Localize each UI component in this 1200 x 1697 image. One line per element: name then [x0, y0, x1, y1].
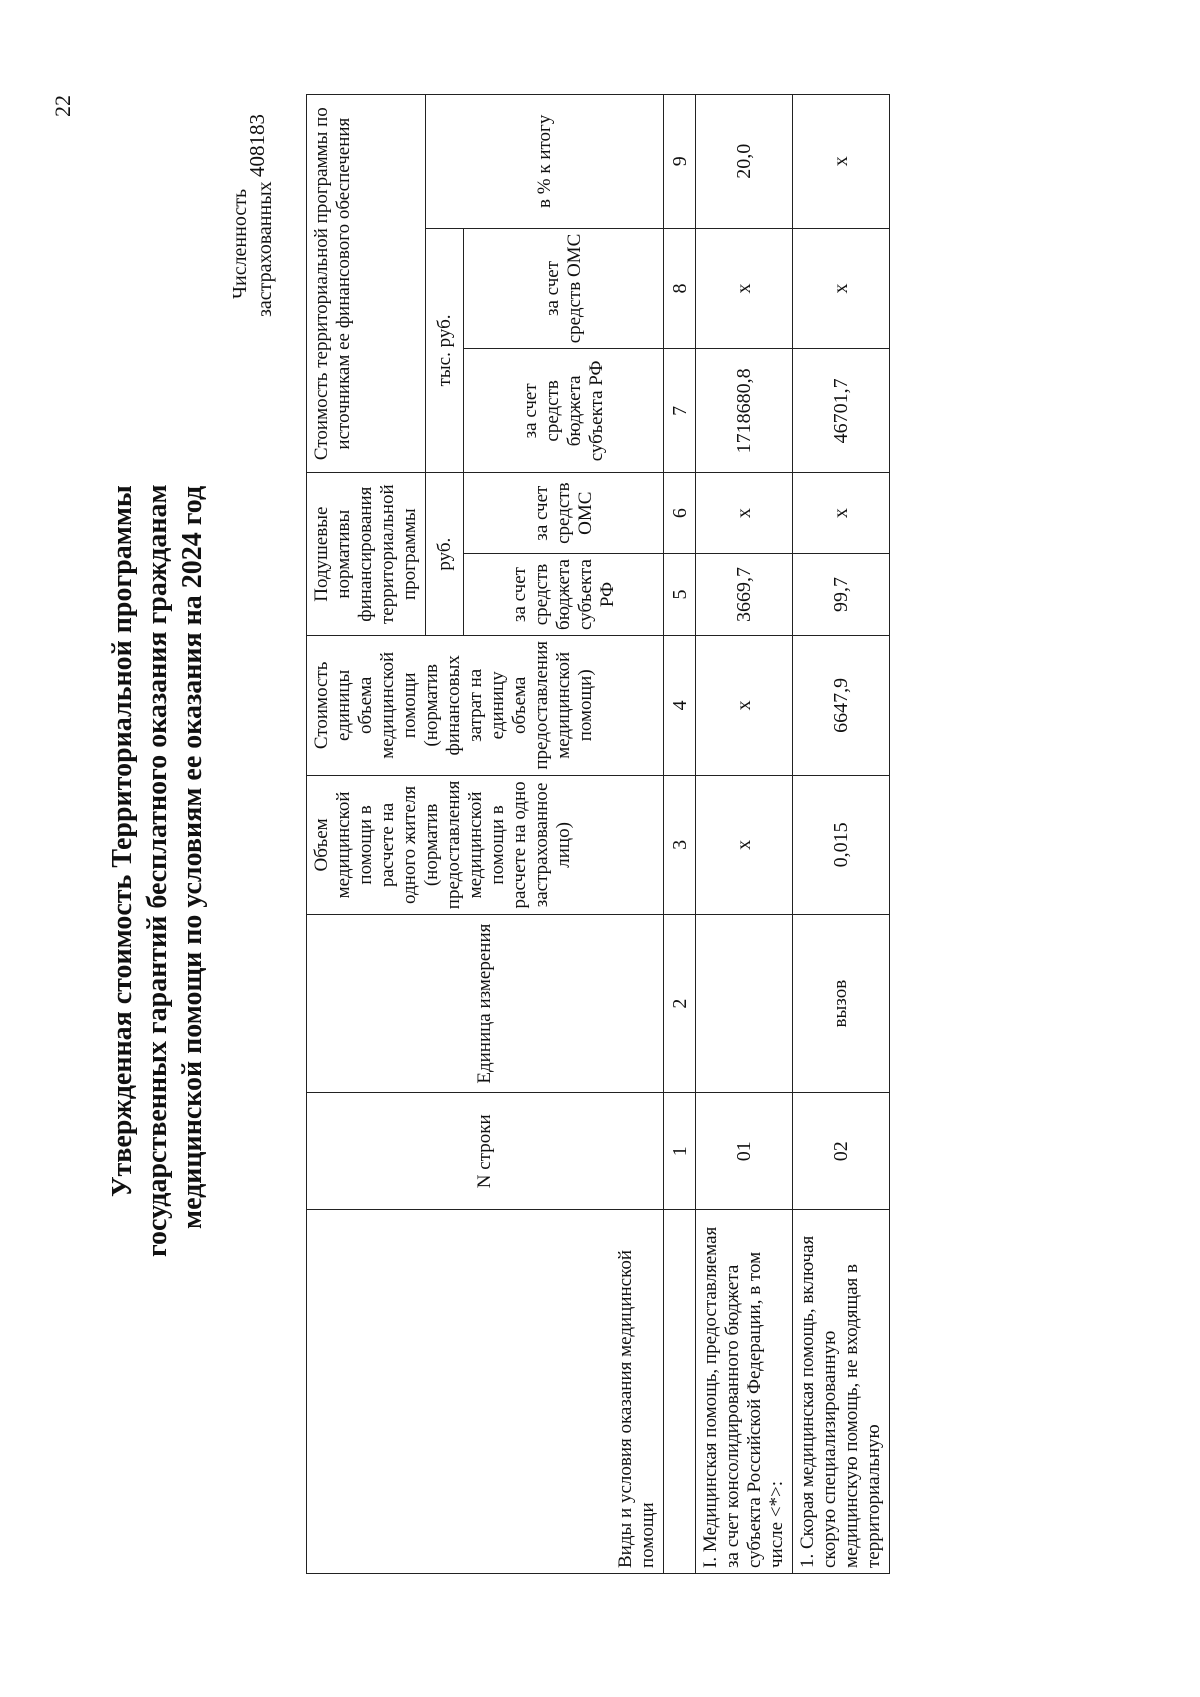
header-row-number: N строки — [307, 1093, 664, 1210]
cell-unit-cost: х — [696, 636, 793, 776]
document-title — [105, 0, 210, 1257]
cell-percent: 20,0 — [696, 95, 793, 229]
cell-cost-oms: х — [793, 228, 890, 349]
cell-volume: х — [696, 775, 793, 915]
cell-unit — [696, 915, 793, 1093]
column-number: 8 — [664, 228, 696, 349]
cell-row-number: 01 — [696, 1093, 793, 1210]
title-line-3: медицинской помощи по условиям ее оказания на 2024 год — [177, 485, 208, 1229]
insured-label-line-1: Численность — [229, 188, 251, 299]
header-unit-cost: Стоимость единицы объема медицинской помощи (норматив финансовых затрат на единицу объема предоставления медицинской помощи) — [307, 636, 664, 776]
column-number: 5 — [664, 554, 696, 636]
header-program-cost: Стоимость территориальной программы по источникам ее финансового обеспечения — [307, 95, 426, 473]
table-row — [793, 95, 890, 1574]
header-per-capita: Подушевые нормативы финансирования территориальной программы — [307, 473, 426, 636]
cell-cost-budget: 46701,7 — [793, 349, 890, 473]
column-number: 7 — [664, 349, 696, 473]
cell-unit-cost: 6647,9 — [793, 636, 890, 776]
header-percent: в % к итогу — [426, 95, 664, 229]
cell-per-capita-budget: 3669,7 — [696, 554, 793, 636]
column-number-blank — [664, 1210, 696, 1574]
cell-percent: х — [793, 95, 890, 229]
column-number: 2 — [664, 915, 696, 1093]
header-program-cost-unit: тыс. руб. — [426, 228, 464, 473]
insured-count: 408183 — [245, 114, 269, 177]
cell-per-capita-oms: х — [793, 473, 890, 554]
page-number: 22 — [50, 95, 75, 117]
header-per-capita-unit: руб. — [426, 473, 464, 636]
cell-type: 1. Скорая медицинская помощь, включая скорую специализированную медицинскую помощь, не входящая в территориальную — [793, 1210, 890, 1574]
title-line-1: Утвержденная стоимость Территориальной программы — [107, 485, 138, 1197]
table-row — [696, 95, 793, 1574]
cell-volume: 0,015 — [793, 775, 890, 915]
header-per-capita-budget: за счет средств бюджета субъекта РФ — [464, 554, 664, 636]
header-row-1 — [307, 95, 426, 1574]
insured-label — [228, 181, 278, 317]
insured-label-line-2: застрахованных — [254, 181, 276, 317]
cost-table — [306, 94, 890, 1574]
cell-row-number: 02 — [793, 1093, 890, 1210]
header-type: Виды и условия оказания медицинской помощи — [307, 1210, 664, 1574]
title-line-2: государственных гарантий бесплатного оказания гражданам — [142, 484, 173, 1257]
header-cost-budget: за счет средств бюджета субъекта РФ — [464, 349, 664, 473]
cell-per-capita-oms: х — [696, 473, 793, 554]
column-number: 1 — [664, 1093, 696, 1210]
header-per-capita-oms: за счет средств ОМС — [464, 473, 664, 554]
column-number: 3 — [664, 775, 696, 915]
cell-per-capita-budget: 99,7 — [793, 554, 890, 636]
header-cost-oms: за счет средств ОМС — [464, 228, 664, 349]
column-number: 9 — [664, 95, 696, 229]
cell-unit: вызов — [793, 915, 890, 1093]
column-number: 4 — [664, 636, 696, 776]
column-number: 6 — [664, 473, 696, 554]
cell-cost-oms: х — [696, 228, 793, 349]
header-volume: Объем медицинской помощи в расчете на одного жителя (норматив предоставления медицинской помощи в расчете на одно застрахованное лицо) — [307, 775, 664, 915]
column-number-row — [664, 95, 696, 1574]
header-unit: Единица измерения — [307, 915, 664, 1093]
cell-cost-budget: 1718680,8 — [696, 349, 793, 473]
cell-type: I. Медицинская помощь, предоставляемая за счет консолидированного бюджета субъекта Российской Федерации, в том числе <*>: — [696, 1210, 793, 1574]
